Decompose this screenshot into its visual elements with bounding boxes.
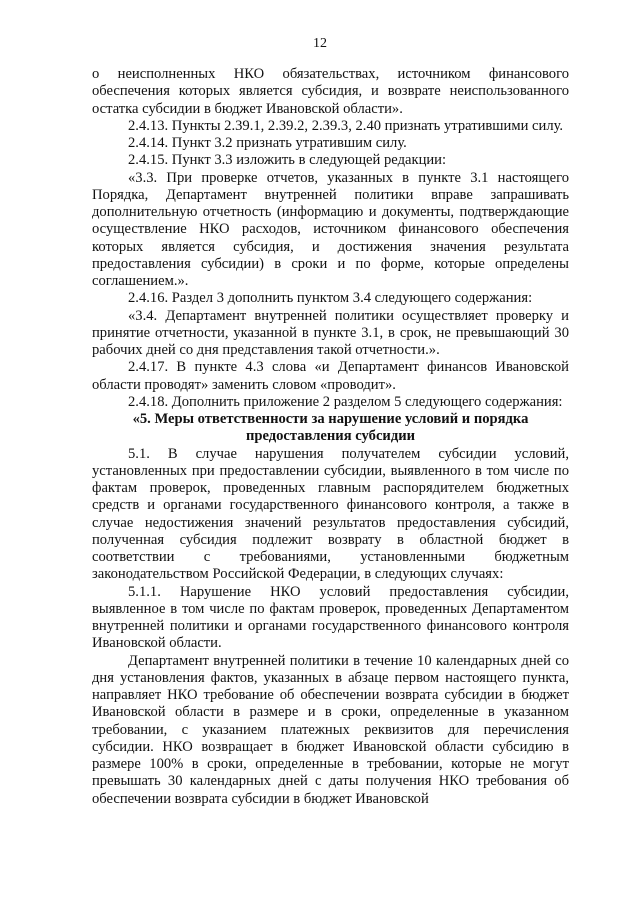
section-5-heading: «5. Меры ответственности за нарушение условий и порядка предоставления субсидии <box>132 411 529 445</box>
paragraph-2-4-13: 2.4.13. Пункты 2.39.1, 2.39.2, 2.39.3, 2.40 признать утратившими силу. <box>128 117 564 134</box>
document-body <box>92 66 569 808</box>
paragraph-2-4-14: 2.4.14. Пункт 3.2 признать утратившим силу. <box>128 135 407 151</box>
paragraph-2-4-15: 2.4.15. Пункт 3.3 изложить в следующей редакции: <box>128 152 447 169</box>
paragraph-3-3: «3.3. При проверке отчетов, указанных в пункте 3.1 настоящего Порядка, Департамент внутренней политики вправе запрашивать дополнительную отчетность (информацию и документы, подтверждающие осуществление НКО расходов, источником финансового обеспечения которых является субсидия, и достижения значения результата предоставления субсидии) в сроки и по форме, которые определены соглашением.». <box>92 169 569 289</box>
paragraph-department-requirement: Департамент внутренней политики в течение 10 календарных дней со дня установления фактов, указанных в абзаце первом настоящего пункта, направляет НКО требование об обеспечении возврата субсидии в бюджет Ивановской области в размере и в сроки, определенные в указанном требовании, с указанием платежных реквизитов для перечисления субсидии. НКО возвращает в бюджет Ивановской области субсидию в размере 100% в сроки, определенные в требовании, которые не могут превышать 30 календарных дней с даты получения НКО требования об обеспечении возврата субсидии в бюджет Ивановской <box>92 652 569 807</box>
paragraph-5-1-1: 5.1.1. Нарушение НКО условий предоставления субсидии, выявленное в том числе по фактам проверок, проведенных Департаментом внутренней политики и органами государственного финансового контроля Ивановской области. <box>92 583 569 652</box>
paragraph-3-4: «3.4. Департамент внутренней политики осуществляет проверку и принятие отчетности, указанной в пункте 3.1, в срок, не превышающий 30 рабочих дней со дня представления такой отчетности.». <box>92 307 569 358</box>
paragraph-2-4-16: 2.4.16. Раздел 3 дополнить пунктом 3.4 следующего содержания: <box>128 290 533 307</box>
paragraph-2-4-18: 2.4.18. Дополнить приложение 2 разделом 5 следующего содержания: <box>128 393 563 410</box>
page-number: 12 <box>313 36 327 51</box>
paragraph-2-4-17: 2.4.17. В пункте 4.3 слова «и Департамент финансов Ивановской области проводят» заменить словом «проводит». <box>92 359 569 393</box>
paragraph-5-1: 5.1. В случае нарушения получателем субсидии условий, установленных при предоставлении субсидии, выявленного в том числе по фактам проверок, проведенных главным распорядителем бюджетных средств и органами государственного финансового контроля, а также в случае недостижения значений результатов предоставления субсидий, полученная субсидия подлежит возврату в областной бюджет в соответствии с требованиями, установленными бюджетным законодательством Российской Федерации, в следующих случаях: <box>92 445 569 583</box>
paragraph-continuation: о неисполненных НКО обязательствах, источником финансового обеспечения которых является субсидия, и возврате неиспользованного остатка субсидии в бюджет Ивановской области». <box>92 66 569 117</box>
